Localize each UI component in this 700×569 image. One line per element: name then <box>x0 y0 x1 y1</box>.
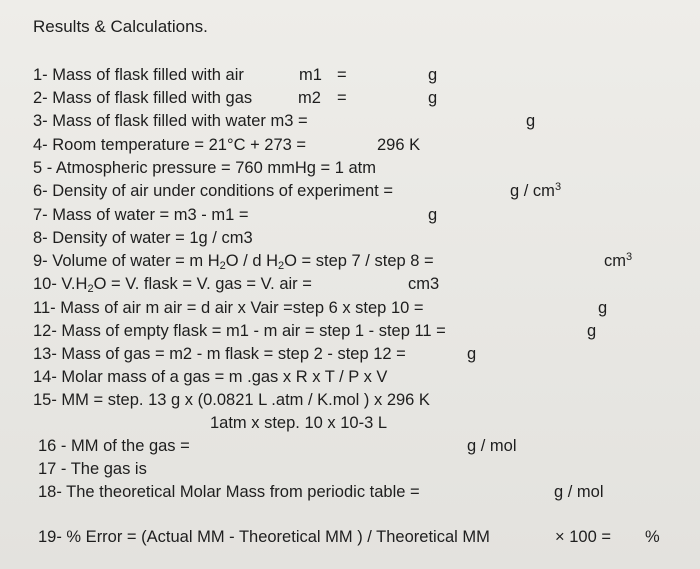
line-5-label: 5 - Atmospheric pressure = 760 mmHg = 1 atm <box>33 159 376 177</box>
line-1-label: 1- Mass of flask filled with air <box>33 66 244 84</box>
line-7-unit: g <box>428 206 438 224</box>
page-title: Results & Calculations. <box>33 17 208 36</box>
line-3-label: 3- Mass of flask filled with water m3 = <box>33 112 308 130</box>
line-10-unit: cm3 <box>408 275 440 293</box>
line-1-equals: = <box>337 66 347 84</box>
line-8-label: 8- Density of water = 1g / cm3 <box>33 229 253 247</box>
line-2-symbol: m2 <box>298 89 321 107</box>
line-19-multiplier: × 100 = <box>555 528 611 546</box>
line-9-label: 9- Volume of water = m $H_2O$ / d $H_2O$ = step 7 / step 8 = <box>33 252 434 272</box>
line-7-label: 7- Mass of water = m3 - m1 = <box>33 206 249 224</box>
line-11-label: 11- Mass of air m air = d air x Vair =step 6 x step 10 = <box>33 299 424 317</box>
line-19-unit: % <box>645 528 660 546</box>
line-2-unit: g <box>428 89 438 107</box>
line-13-unit: g <box>467 345 477 363</box>
line-6-label: 6- Density of air under conditions of experiment = <box>33 182 393 200</box>
line-14-label: 14- Molar mass of a gas = m .gas x R x T / P x V <box>33 368 388 386</box>
line-15-label: 15- MM = step. 13 g x (0.0821 L .atm / K.mol ) x 296 K <box>33 391 430 409</box>
line-17-label: 17 - The gas is <box>38 460 147 478</box>
line-2-equals: = <box>337 89 347 107</box>
line-10-label: 10- $V.H_2O = V$. flask = V. gas = V. air = <box>33 275 312 295</box>
line-11-unit: g <box>598 299 608 317</box>
line-9-unit: $cm^3$ <box>604 251 633 270</box>
line-1-unit: g <box>428 66 438 84</box>
line-4-value: 296 K <box>377 136 421 154</box>
line-1-symbol: m1 <box>299 66 322 84</box>
line-18-unit: g / mol <box>554 483 604 501</box>
line-12-label: 12- Mass of empty flask = m1 - m air = step 1 - step 11 = <box>33 322 446 340</box>
line-15-denominator: 1atm x step. 10 x 10-3 L <box>210 414 388 432</box>
line-16-unit: g / mol <box>467 437 517 455</box>
line-12-unit: g <box>587 322 597 340</box>
line-4-label: 4- Room temperature = 21°C + 273 = <box>33 136 307 154</box>
line-16-label: 16 - MM of the gas = <box>38 437 190 455</box>
line-19-label: 19- % Error = (Actual MM - Theoretical MM ) / Theoretical MM <box>38 528 490 546</box>
line-6-unit: g / $cm^3$ <box>510 181 562 200</box>
line-18-label: 18- The theoretical Molar Mass from periodic table = <box>38 483 420 501</box>
line-2-label: 2- Mass of flask filled with gas <box>33 89 253 107</box>
line-13-label: 13- Mass of gas = m2 - m flask = step 2 - step 12 = <box>33 345 406 363</box>
line-3-unit: g <box>526 112 536 130</box>
